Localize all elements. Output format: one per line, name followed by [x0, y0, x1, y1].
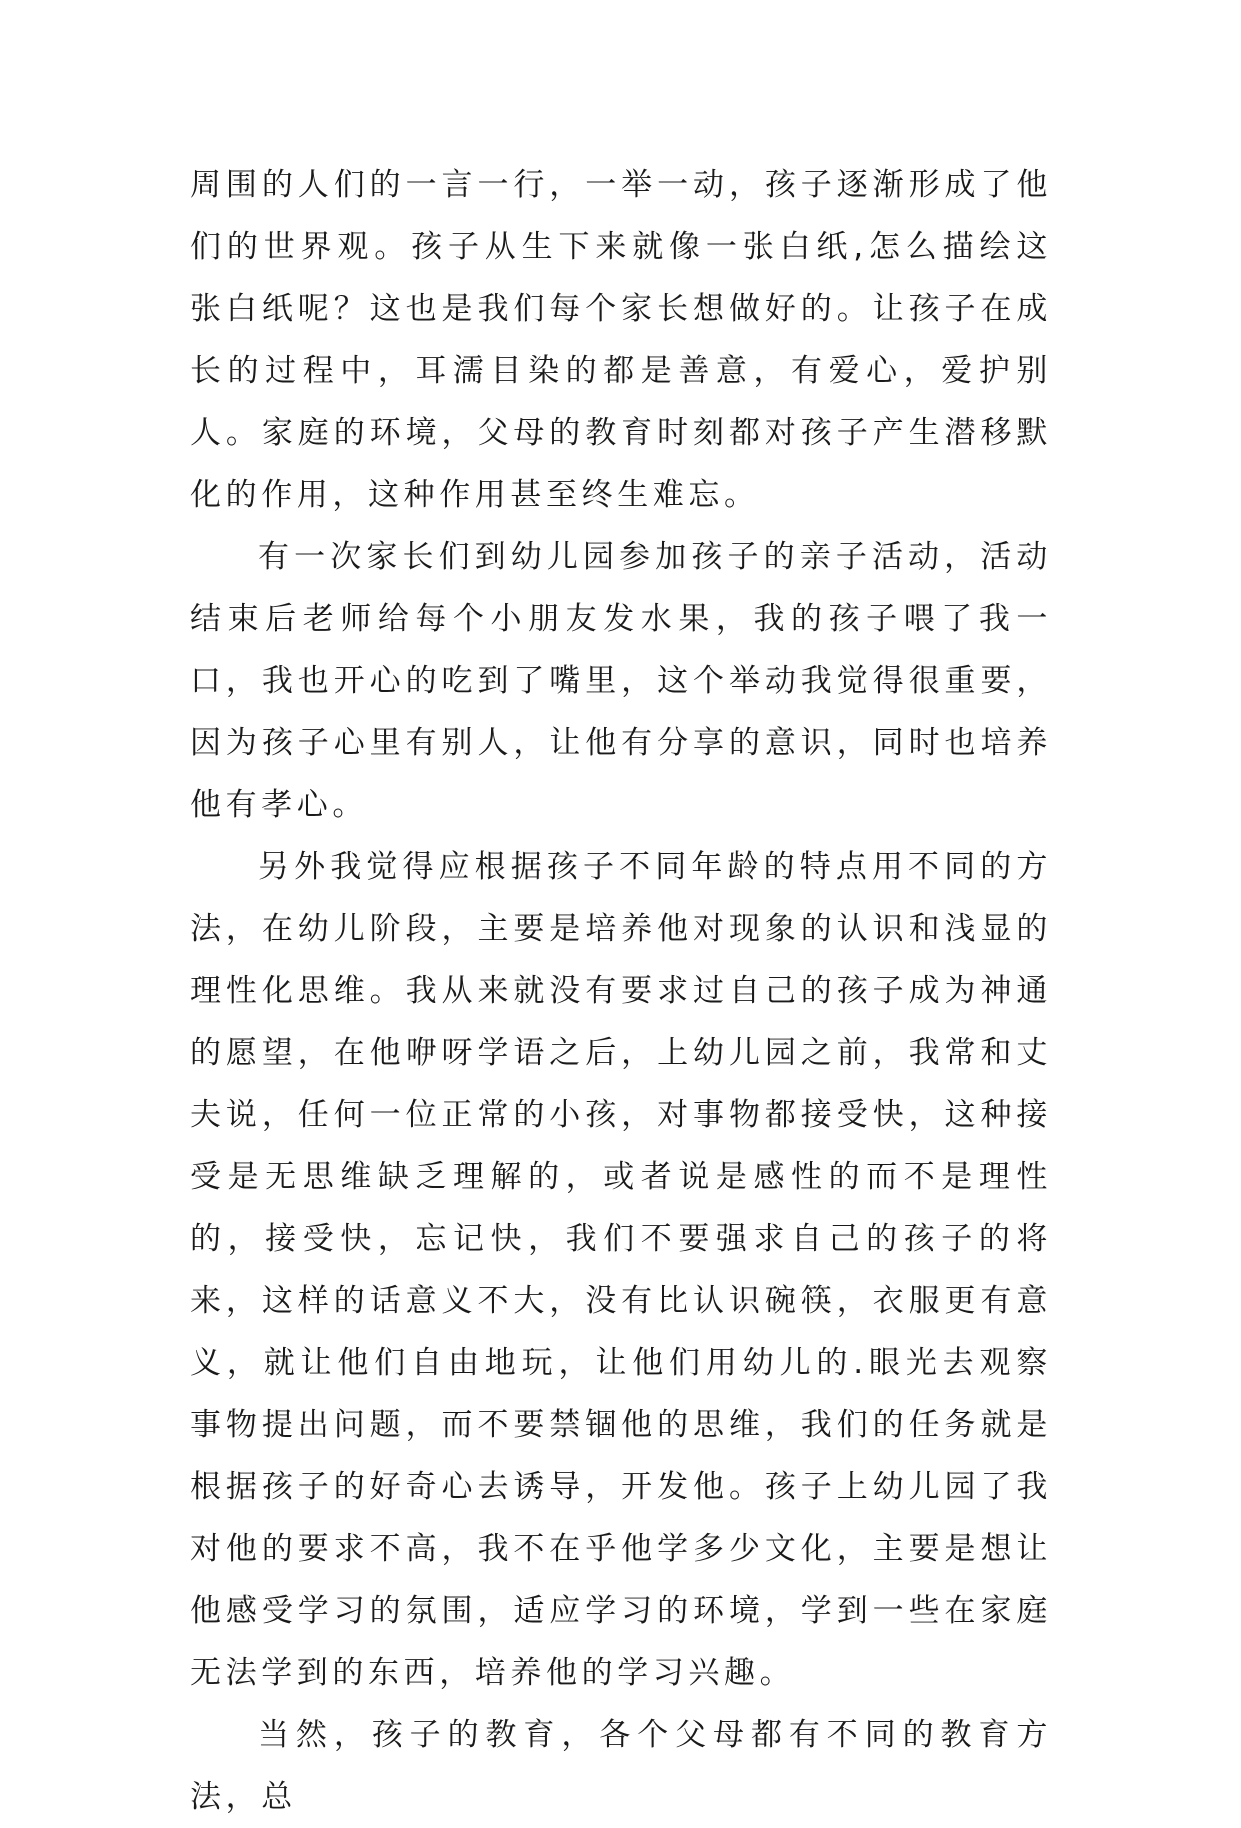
paragraph-2: 有一次家长们到幼儿园参加孩子的亲子活动，活动结束后老师给每个小朋友发水果，我的孩子喂了我一口，我也开心的吃到了嘴里，这个举动我觉得很重要，因为孩子心里有别人，让他有分享的意识，同时也培养他有孝心。 [190, 539, 1052, 823]
paragraph-4: 当然，孩子的教育，各个父母都有不同的教育方法，总 [190, 1717, 1052, 1815]
document-body [190, 154, 1052, 1828]
paragraph-1: 周围的人们的一言一行，一举一动，孩子逐渐形成了他们的世界观。孩子从生下来就像一张白纸,怎么描绘这张白纸呢？这也是我们每个家长想做好的。让孩子在成长的过程中，耳濡目染的都是善意，有爱心，爱护别人。家庭的环境，父母的教育时刻都对孩子产生潜移默化的作用，这种作用甚至终生难忘。 [190, 167, 1052, 513]
paragraph-3: 另外我觉得应根据孩子不同年龄的特点用不同的方法，在幼儿阶段，主要是培养他对现象的认识和浅显的理性化思维。我从来就没有要求过自己的孩子成为神通的愿望，在他咿呀学语之后，上幼儿园之前，我常和丈夫说，任何一位正常的小孩，对事物都接受快，这种接受是无思维缺乏理解的，或者说是感性的而不是理性的，接受快，忘记快，我们不要强求自己的孩子的将来，这样的话意义不大，没有比认识碗筷，衣服更有意义，就让他们自由地玩，让他们用幼儿的.眼光去观察事物提出问题，而不要禁锢他的思维，我们的任务就是根据孩子的好奇心去诱导，开发他。孩子上幼儿园了我对他的要求不高，我不在乎他学多少文化，主要是想让他感受学习的氛围，适应学习的环境，学到一些在家庭无法学到的东西，培养他的学习兴趣。 [190, 849, 1052, 1691]
